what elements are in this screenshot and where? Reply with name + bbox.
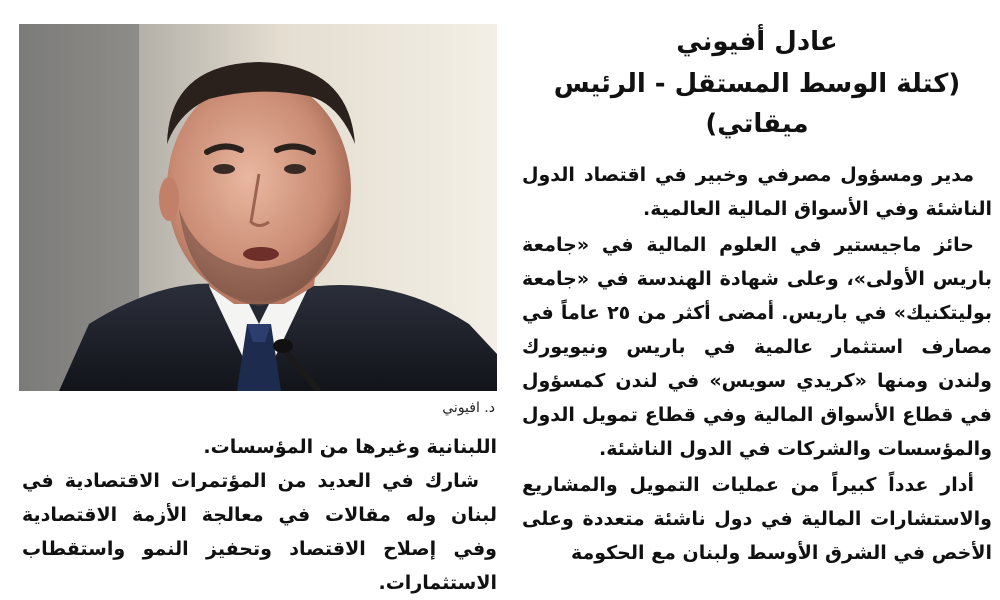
paragraph-conferences: شارك في العديد من المؤتمرات الاقتصادية في لبنان وله مقالات في معالجة الأزمة الاقتصادية وفي إصلاح الاقتصاد وتحفيز النمو واستقطاب الاستثمارات. xyxy=(22,470,497,594)
paragraph-role: مدير ومسؤول مصرفي وخبير في اقتصاد الدول الناشئة وفي الأسواق المالية العالمية. xyxy=(522,164,992,220)
paragraph-operations: أدار عدداً كبيراً من عمليات التمويل والمشاريع والاستشارات المالية في دول ناشئة متعددة وعلى الأخص في الشرق الأوسط ولبنان مع الحكومة xyxy=(522,474,992,564)
person-name: عادل أفيوني xyxy=(676,27,838,57)
affiliation-heading: (كتلة الوسط المستقل - الرئيس ميقاتي) xyxy=(553,69,961,139)
photo-caption: د. افيوني xyxy=(442,400,495,416)
continuation-column xyxy=(22,430,497,600)
paragraph-education-career: حائز ماجيستير في العلوم المالية في «جامعة باريس الأولى»، وعلى شهادة الهندسة في «جامعة بوليتكنيك» في باريس. أمضى أكثر من ٢٥ عاماً في مصارف استثمار عالمية في باريس ونيويورك ولندن ومنها «كريدي سويس» في لندن كمسؤول في قطاع الأسواق المالية وفي قطاع تمويل الدول والمؤسسات والشركات في الدول الناشئة. xyxy=(522,234,992,460)
portrait-photo xyxy=(19,24,497,391)
paragraph-operations-continued: اللبنانية وغيرها من المؤسسات. xyxy=(203,436,497,458)
article-column xyxy=(522,24,992,572)
